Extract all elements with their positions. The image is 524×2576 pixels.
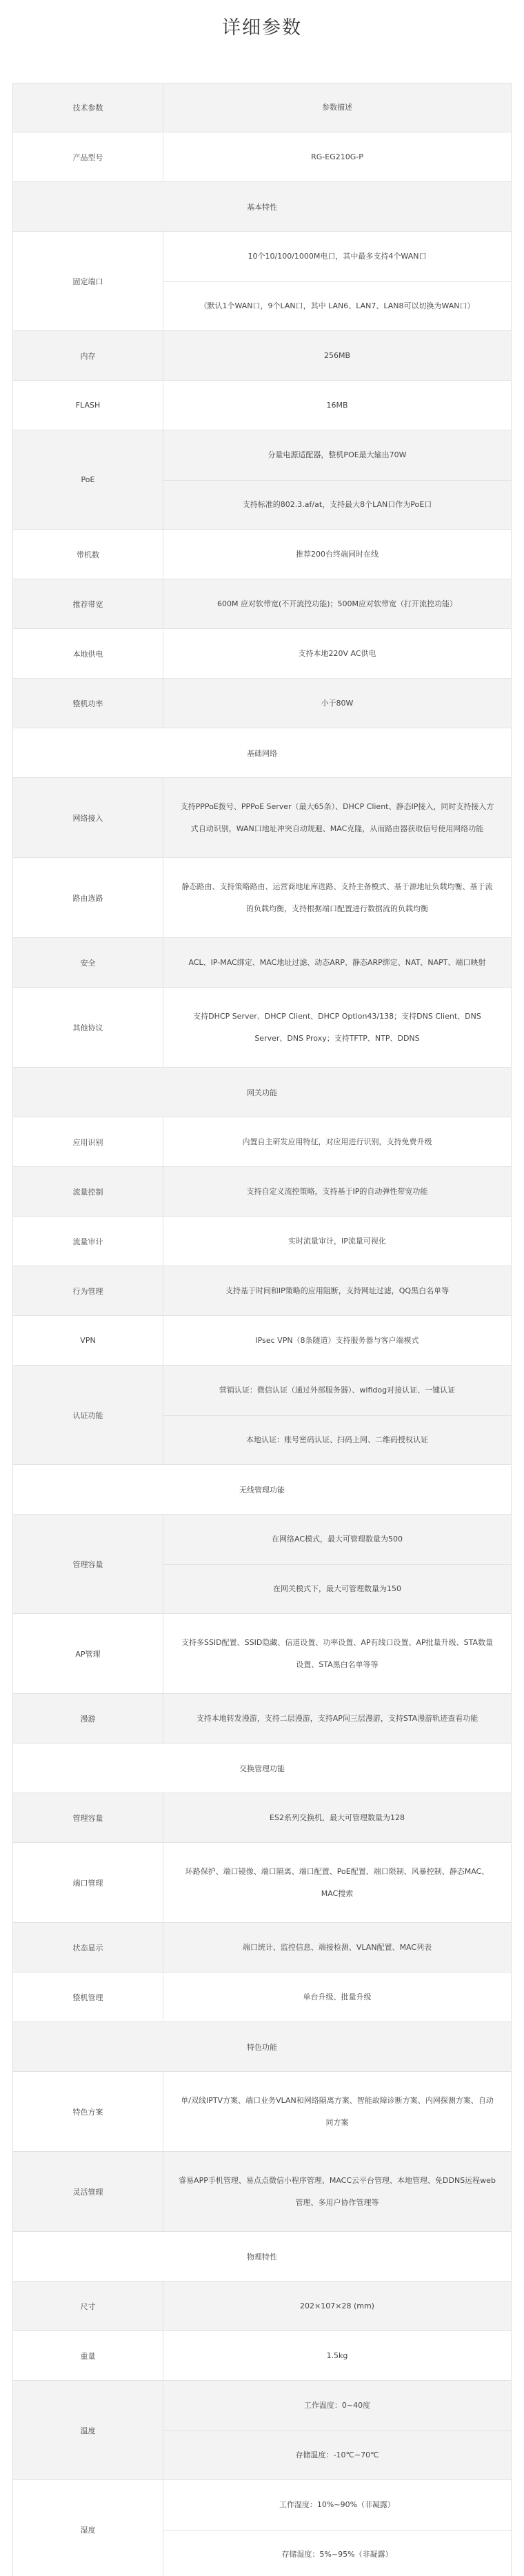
section-header-row xyxy=(12,1744,512,1793)
spec-row xyxy=(12,1217,512,1266)
spec-value: 单台升级、批量升级 xyxy=(303,1992,372,2001)
spec-row xyxy=(12,430,512,530)
spec-value: 工作温度：0~40度 xyxy=(303,2401,371,2410)
spec-value: 推荐200台终端同时在线 xyxy=(296,549,379,559)
spec-row xyxy=(12,1266,512,1316)
spec-row xyxy=(12,1973,512,2022)
spec-row xyxy=(12,83,512,132)
spec-value: 本地认证：账号密码认证、扫码上网、二维码授权认证 xyxy=(163,1415,511,1464)
spec-label: 温度 xyxy=(13,2381,163,2479)
spec-value-group xyxy=(163,1515,511,1613)
spec-row xyxy=(12,2331,512,2381)
spec-row xyxy=(12,988,512,1068)
spec-row xyxy=(12,938,512,988)
spec-label: PoE xyxy=(13,430,163,529)
section-header-row xyxy=(12,1465,512,1515)
section-header-row xyxy=(12,2232,512,2282)
spec-value-group xyxy=(163,1973,511,2021)
spec-value: 支持基于时间和IP策略的应用阻断，支持网址过滤，QQ黑白名单等 xyxy=(225,1286,450,1295)
spec-value: 睿易APP手机管理、易点点微信小程序管理、MACC云平台管理、本地管理、免DDNS远程web管理、多用户协作管理等 xyxy=(179,2175,496,2207)
spec-row xyxy=(12,1316,512,1366)
spec-label: FLASH xyxy=(13,381,163,430)
spec-value-group xyxy=(163,1923,511,1972)
spec-value-group xyxy=(163,2331,511,2380)
spec-value: ACL、IP-MAC绑定、MAC地址过滤、动态ARP、静态ARP绑定、NAT、NAPT、端口映射 xyxy=(188,957,486,967)
spec-value: 小于80W xyxy=(321,698,354,708)
spec-row xyxy=(12,232,512,331)
spec-value: 10个10/100/1000M电口，其中最多支持4个WAN口 xyxy=(248,252,427,261)
spec-value-group xyxy=(163,2072,511,2151)
spec-value-group xyxy=(163,1266,511,1315)
section-title: 物理特性 xyxy=(247,2252,277,2262)
spec-label: 湿度 xyxy=(13,2480,163,2576)
spec-label: 流量控制 xyxy=(13,1167,163,1216)
spec-value-group xyxy=(163,530,511,579)
spec-label: 灵活管理 xyxy=(13,2152,163,2231)
spec-value-group xyxy=(163,1167,511,1216)
spec-value: 支持DHCP Server、DHCP Client、DHCP Option43/138；支持DNS Client、DNS Server、DNS Proxy；支持TFTP、NTP、DDNS xyxy=(193,1011,481,1043)
spec-label: 本地供电 xyxy=(13,629,163,678)
spec-label: 产品型号 xyxy=(13,132,163,181)
spec-label: 技术参数 xyxy=(13,83,163,132)
spec-row xyxy=(12,2381,512,2480)
spec-value-group xyxy=(163,629,511,678)
spec-row xyxy=(12,1117,512,1167)
spec-value: 存储湿度：5%~95%（非凝露） xyxy=(163,2530,511,2576)
spec-label: 重量 xyxy=(13,2331,163,2380)
spec-label: 推荐带宽 xyxy=(13,579,163,628)
spec-label: 流量审计 xyxy=(13,1217,163,1266)
section-header-row xyxy=(12,728,512,778)
spec-label: 行为管理 xyxy=(13,1266,163,1315)
spec-row xyxy=(12,2152,512,2232)
spec-value-group xyxy=(163,579,511,628)
spec-value-group xyxy=(163,2480,511,2576)
spec-row xyxy=(12,858,512,938)
spec-row xyxy=(12,1366,512,1465)
spec-value-group xyxy=(163,2381,511,2479)
spec-label: 内存 xyxy=(13,331,163,380)
spec-row xyxy=(12,530,512,579)
spec-label: 特色方案 xyxy=(13,2072,163,2151)
spec-label: 管理容量 xyxy=(13,1515,163,1613)
spec-value-group xyxy=(163,1117,511,1166)
spec-value: 营销认证：微信认证（通过外部服务器）、wifidog对接认证、一键认证 xyxy=(219,1386,456,1395)
spec-value: 支持本地转发漫游，支持二层漫游，支持AP间三层漫游，支持STA漫游轨迹查看功能 xyxy=(196,1713,478,1723)
spec-value: 256MB xyxy=(323,350,351,360)
spec-value-group xyxy=(163,778,511,857)
spec-value-group xyxy=(163,83,511,132)
spec-value: 环路保护、端口镜像、端口隔离、端口配置、PoE配置、端口限制、风暴控制、静态MAC、MAC搜索 xyxy=(185,1866,490,1898)
spec-row xyxy=(12,2282,512,2331)
section-title: 特色功能 xyxy=(247,2042,277,2052)
spec-value: 600M 应对软带宽(不开流控功能)；500M应对软带宽（打开流控功能） xyxy=(216,599,458,608)
spec-value: 工作湿度：10%~90%（非凝露） xyxy=(279,2500,396,2509)
spec-value-group xyxy=(163,1316,511,1365)
spec-row xyxy=(12,1843,512,1923)
spec-label: AP管理 xyxy=(13,1614,163,1693)
spec-value: 支持标准的802.3.af/at，支持最大8个LAN口作为PoE口 xyxy=(163,480,511,528)
spec-value: RG-EG210G-P xyxy=(311,152,363,161)
spec-value: 分量电源适配器，整机POE最大输出70W xyxy=(268,450,407,459)
spec-value: 单/双线IPTV方案、端口业务VLAN和网络隔离方案、智能故障诊断方案、内网探测方案、自动同方案 xyxy=(181,2095,494,2127)
spec-value-group xyxy=(163,1694,511,1743)
spec-row xyxy=(12,331,512,381)
spec-value: 支持自定义流控策略，支持基于IP的自动弹性带宽功能 xyxy=(246,1186,428,1196)
spec-value-group xyxy=(163,1614,511,1693)
spec-value-group xyxy=(163,679,511,728)
page-title: 详细参数 xyxy=(222,17,302,39)
spec-label: 尺寸 xyxy=(13,2282,163,2330)
spec-value-group xyxy=(163,331,511,380)
spec-label: 带机数 xyxy=(13,530,163,579)
spec-label: 整机管理 xyxy=(13,1973,163,2021)
spec-value-group xyxy=(163,1843,511,1922)
spec-value: 支持PPPoE拨号、PPPoE Server（最大65条）、DHCP Client、静态IP接入，同时支持接入方式自动识别，WAN口地址冲突自动规避、MAC克隆，从而路由器获取信号使用网络功能 xyxy=(180,801,494,833)
spec-value: （默认1个WAN口，9个LAN口，其中 LAN6、LAN7、LAN8可以切换为WAN口） xyxy=(163,281,511,330)
spec-value: IPsec VPN（8条隧道）支持服务器与客户端模式 xyxy=(255,1335,419,1345)
section-header-row xyxy=(12,1068,512,1117)
spec-value: 202×107×28 (mm) xyxy=(300,2301,374,2310)
section-title: 网关功能 xyxy=(247,1088,277,1097)
spec-value-group xyxy=(163,1366,511,1464)
spec-value: 实时流量审计，IP流量可视化 xyxy=(288,1236,386,1246)
spec-label: 其他协议 xyxy=(13,988,163,1067)
spec-value-group xyxy=(163,938,511,987)
spec-value-group xyxy=(163,430,511,529)
spec-value: 内置自主研发应用特征，对应用进行识别，支持免费升级 xyxy=(242,1137,432,1146)
spec-row xyxy=(12,579,512,629)
spec-row xyxy=(12,1515,512,1614)
spec-value-group xyxy=(163,2282,511,2330)
spec-value: 在网络AC模式，最大可管理数量为500 xyxy=(271,1535,403,1544)
spec-value: 静态路由、支持策略路由、运营商地址库选路、支持主备模式、基于源地址负载均衡、基于流的负载均衡，支持根据端口配置进行数据流的负载均衡 xyxy=(181,881,493,913)
spec-value-group xyxy=(163,988,511,1067)
spec-label: 漫游 xyxy=(13,1694,163,1743)
spec-value: 支持多SSID配置、SSID隐藏、信道设置、功率设置、AP有线口设置、AP批量升级、STA数量设置、STA黑白名单等等 xyxy=(181,1637,494,1669)
spec-row xyxy=(12,629,512,679)
section-title: 基本特性 xyxy=(247,202,277,212)
spec-value-group xyxy=(163,858,511,937)
section-header-row xyxy=(12,2022,512,2072)
spec-label: 网络接入 xyxy=(13,778,163,857)
spec-value: ES2系列交换机，最大可管理数量为128 xyxy=(270,1813,405,1822)
spec-row xyxy=(12,1694,512,1744)
spec-row xyxy=(12,1923,512,1973)
spec-label: 状态显示 xyxy=(13,1923,163,1972)
spec-label: 安全 xyxy=(13,938,163,987)
spec-value-group xyxy=(163,2152,511,2231)
spec-value: 存储温度：-10℃~70℃ xyxy=(163,2430,511,2479)
spec-row xyxy=(12,1167,512,1217)
spec-row xyxy=(12,381,512,430)
spec-label: VPN xyxy=(13,1316,163,1365)
spec-label: 应用识别 xyxy=(13,1117,163,1166)
spec-row xyxy=(12,2480,512,2576)
spec-value: 支持本地220V AC供电 xyxy=(298,648,376,658)
section-title: 交换管理功能 xyxy=(239,1764,285,1773)
spec-label: 端口管理 xyxy=(13,1843,163,1922)
spec-label: 路由选路 xyxy=(13,858,163,937)
spec-value-group xyxy=(163,1793,511,1842)
spec-value: 16MB xyxy=(326,400,348,410)
spec-value-group xyxy=(163,381,511,430)
spec-row xyxy=(12,1793,512,1843)
spec-row xyxy=(12,2072,512,2152)
section-title: 基础网络 xyxy=(247,748,277,758)
spec-value: 在网关模式下，最大可管理数量为150 xyxy=(163,1564,511,1613)
spec-row xyxy=(12,778,512,858)
spec-value: 端口统计、监控信息、端接检测、VLAN配置、MAC列表 xyxy=(242,1942,432,1952)
spec-row xyxy=(12,1614,512,1694)
spec-value-group xyxy=(163,1217,511,1266)
spec-label: 管理容量 xyxy=(13,1793,163,1842)
spec-label: 整机功率 xyxy=(13,679,163,728)
section-title: 无线管理功能 xyxy=(239,1485,285,1495)
spec-row xyxy=(12,679,512,728)
spec-label: 认证功能 xyxy=(13,1366,163,1464)
spec-value: 参数描述 xyxy=(322,103,352,112)
spec-table xyxy=(12,83,512,2576)
spec-value-group xyxy=(163,232,511,330)
spec-label: 固定端口 xyxy=(13,232,163,330)
section-header-row xyxy=(12,182,512,232)
spec-value: 1.5kg xyxy=(326,2350,348,2360)
spec-row xyxy=(12,132,512,182)
spec-value-group xyxy=(163,132,511,181)
